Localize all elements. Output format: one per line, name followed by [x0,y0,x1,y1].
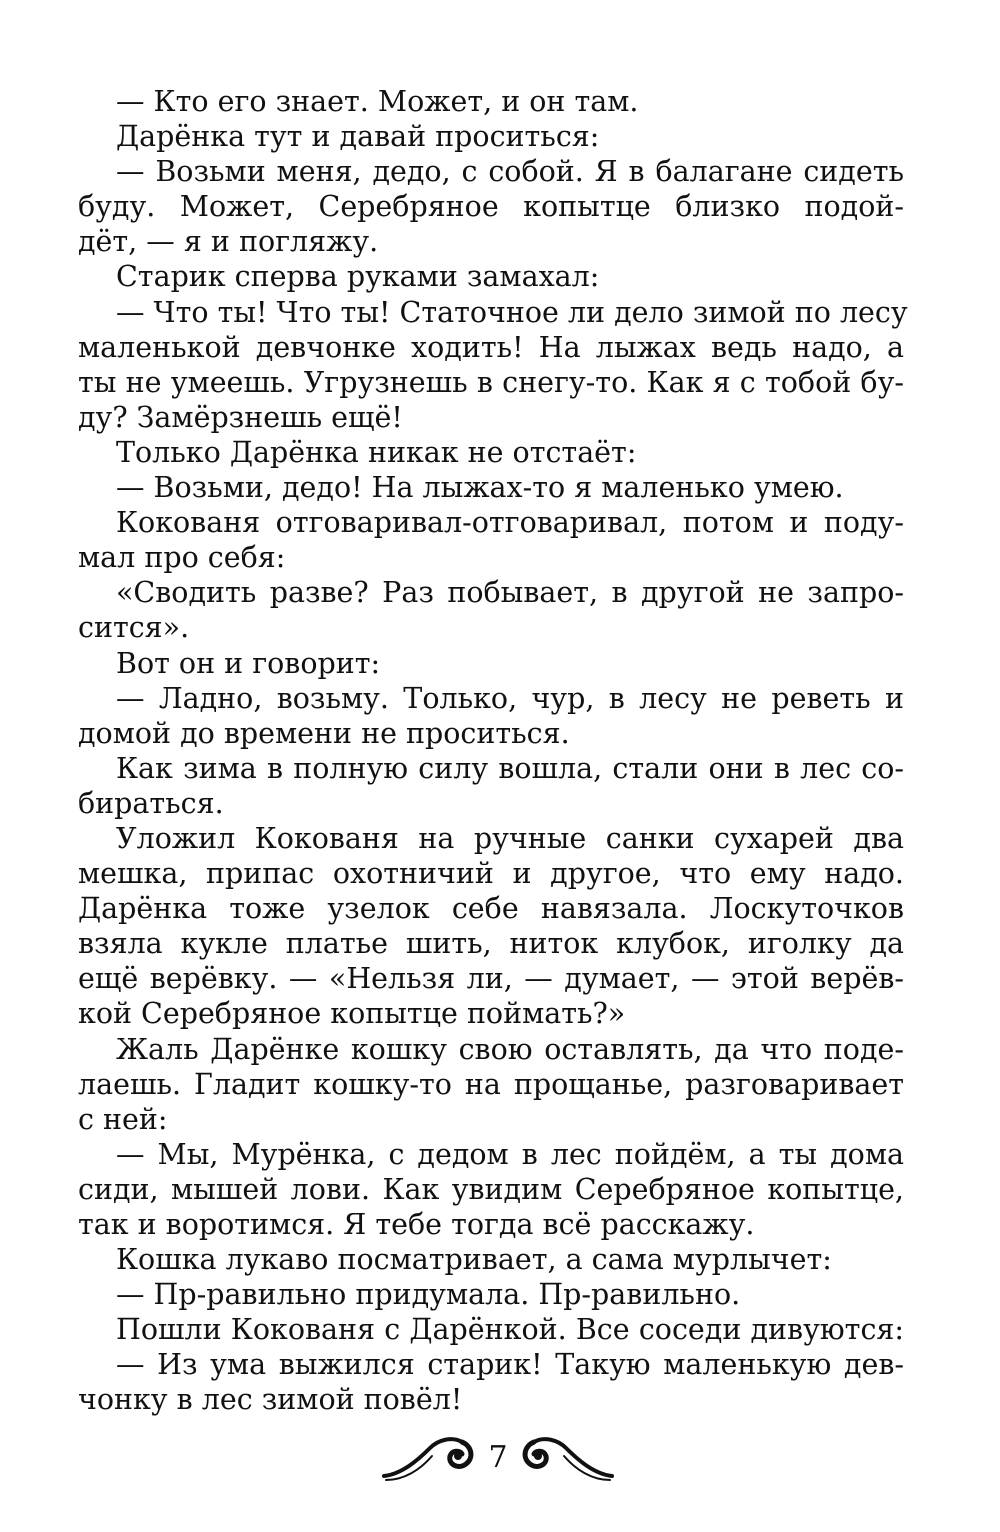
text-line: Кошка лукаво посматривает, а сама мурлычет: [116,1243,832,1277]
text-line: ещё верёвку. — «Нельзя ли, — думает, — этой верёв- [78,962,904,996]
text-line: лаешь. Гладит кошку-то на прощанье, разговаривает [78,1067,904,1101]
text-line: с ней: [78,1102,168,1136]
text-line: Кокованя отговаривал-отговаривал, потом и поду- [116,506,904,540]
text-line: Дарёнка тут и давай проситься: [116,120,600,154]
text-line: — Ладно, возьму. Только, чур, в лесу не реветь и [116,681,904,715]
text-line: Дарёнка тоже узелок себе навязала. Лоскуточков [78,892,904,926]
swirl-ornament-icon [380,1434,476,1486]
body-text [78,84,908,1418]
text-line: — Пр-равильно придумала. Пр-равильно. [116,1278,741,1312]
text-line: буду. Может, Серебряное копытце близко подой- [78,190,904,224]
text-line: мал про себя: [78,541,286,575]
text-line: кой Серебряное копытце поймать?» [78,997,626,1031]
text-line: Пошли Кокованя с Дарёнкой. Все соседи дивуются: [116,1313,904,1347]
text-line: сиди, мышей лови. Как увидим Серебряное копытце, [78,1172,904,1206]
text-line: «Сводить разве? Раз побывает, в другой не запро- [116,576,904,610]
text-line: — Возьми меня, дедо, с собой. Я в балагане сидеть [116,155,904,189]
text-line: — Мы, Мурёнка, с дедом в лес пойдём, а ты дома [116,1137,904,1171]
text-line: мешка, припас охотничий и другое, что ему надо. [78,857,904,891]
text-line: маленькой девчонке ходить! На лыжах ведь надо, а [78,330,904,364]
text-line: бираться. [78,786,224,820]
text-line: Вот он и говорит: [116,646,381,680]
text-line: — Кто его знает. Может, и он там. [116,85,639,118]
text-line: — Возьми, дедо! На лыжах-то я маленько умею. [116,471,844,505]
page-footer [0,1428,1000,1498]
text-line: сится». [78,611,190,645]
text-line: — Из ума выжился старик! Такую маленькую дев- [116,1348,904,1382]
text-line: Жаль Дарёнке кошку свою оставлять, да что поде- [116,1032,904,1066]
swirl-ornament-icon [520,1434,616,1486]
text-line: взяла кукле платье шить, ниток клубок, иголку да [78,927,904,961]
text-line: ты не умеешь. Угрузнешь в снегу-то. Как я с тобой бу- [78,365,904,399]
text-line: — Что ты! Что ты! Статочное ли дело зимой по лесу [116,295,908,329]
text-line: так и воротимся. Я тебе тогда всё расскажу. [78,1208,755,1241]
text-line: дёт, — я и погляжу. [78,225,379,259]
page-number: 7 [488,1440,508,1475]
text-line: Старик сперва руками замахал: [116,260,600,294]
text-line: ду? Замёрзнешь ещё! [78,400,403,434]
text-line: чонку в лес зимой повёл! [78,1383,463,1417]
text-line: домой до времени не проситься. [78,716,570,750]
text-line: Уложил Кокованя на ручные санки сухарей два [116,821,904,855]
text-line: Только Дарёнка никак не отстаёт: [116,435,637,469]
text-line: Как зима в полную силу вошла, стали они в лес со- [116,751,904,785]
